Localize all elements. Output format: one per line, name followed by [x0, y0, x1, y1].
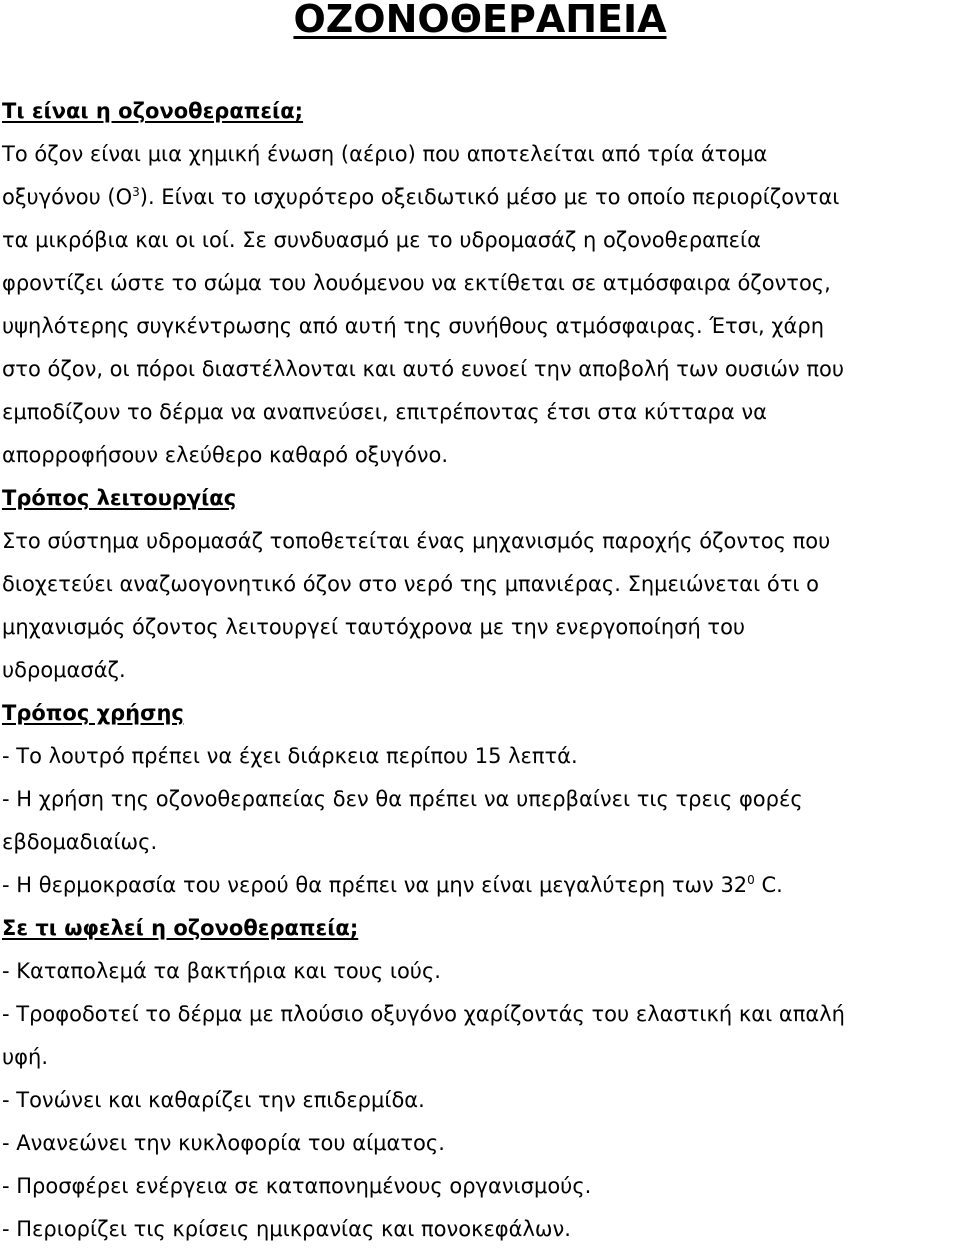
paragraph-line: Το όζον είναι μια χημική ένωση (αέριο) που αποτελείται από τρία άτομα: [2, 142, 768, 166]
list-item-continuation: εβδομαδιαίως.: [2, 830, 158, 854]
section-heading-benefits: Σε τι ωφελεί η οζονοθεραπεία;: [2, 916, 359, 940]
list-item-part: - Η θερμοκρασία του νερού θα πρέπει να μην είναι μεγαλύτερη των 32: [2, 873, 748, 897]
section-heading-what-is: Τι είναι η οζονοθεραπεία;: [2, 99, 304, 123]
paragraph-line: εμποδίζουν το δέρμα να αναπνεύσει, επιτρέποντας έτσι στα κύτταρα να: [2, 400, 767, 424]
document-body: [2, 90, 958, 1251]
paragraph-line: υδρομασάζ.: [2, 658, 126, 682]
paragraph-line: στο όζον, οι πόροι διαστέλλονται και αυτό ευνοεί την αποβολή των ουσιών που: [2, 357, 844, 381]
document-title-text: ΟΖΟΝΟΘΕΡΑΠΕΙΑ: [293, 0, 667, 41]
paragraph-line: διοχετεύει αναζωογονητικό όζον στο νερό της μπανιέρας. Σημειώνεται ότι ο: [2, 572, 820, 596]
paragraph-line-part: οξυγόνου (Ο: [2, 185, 133, 209]
list-item: [2, 864, 958, 907]
document-title: [0, 0, 960, 41]
list-item: - Το λουτρό πρέπει να έχει διάρκεια περίπου 15 λεπτά.: [2, 744, 578, 768]
list-item: - Καταπολεμά τα βακτήρια και τους ιούς.: [2, 959, 441, 983]
paragraph-line: υψηλότερης συγκέντρωσης από αυτή της συνήθους ατμόσφαιρας. Έτσι, χάρη: [2, 314, 825, 338]
paragraph-line: μηχανισμός όζοντος λειτουργεί ταυτόχρονα με την ενεργοποίησή του: [2, 615, 746, 639]
list-item: - Ανανεώνει την κυκλοφορία του αίματος.: [2, 1131, 445, 1155]
paragraph-line: [2, 176, 958, 219]
oxygen-subscript: 3: [132, 185, 140, 199]
paragraph-line: απορροφήσουν ελεύθερο καθαρό οξυγόνο.: [2, 443, 449, 467]
paragraph-line: Στο σύστημα υδρομασάζ τοποθετείται ένας μηχανισμός παροχής όζοντος που: [2, 529, 831, 553]
list-item: - Περιορίζει τις κρίσεις ημικρανίας και πονοκεφάλων.: [2, 1217, 571, 1241]
list-item: - Η χρήση της οζονοθεραπείας δεν θα πρέπει να υπερβαίνει τις τρεις φορές: [2, 787, 803, 811]
paragraph-line: τα μικρόβια και οι ιοί. Σε συνδυασμό με το υδρομασάζ η οζονοθεραπεία: [2, 228, 761, 252]
degree-superscript: 0: [747, 873, 755, 887]
list-item-continuation: υφή.: [2, 1045, 48, 1069]
list-item: - Τονώνει και καθαρίζει την επιδερμίδα.: [2, 1088, 425, 1112]
section-heading-operation: Τρόπος λειτουργίας: [2, 486, 237, 510]
section-heading-usage: Τρόπος χρήσης: [2, 701, 184, 725]
paragraph-line: φροντίζει ώστε το σώμα του λουόμενου να εκτίθεται σε ατμόσφαιρα όζοντος,: [2, 271, 831, 295]
list-item-part: C.: [754, 873, 783, 897]
paragraph-line-part: ). Είναι το ισχυρότερο οξειδωτικό μέσο με το οποίο περιορίζονται: [139, 185, 840, 209]
list-item: - Τροφοδοτεί το δέρμα με πλούσιο οξυγόνο χαρίζοντάς του ελαστική και απαλή: [2, 1002, 845, 1026]
list-item: - Προσφέρει ενέργεια σε καταπονημένους οργανισμούς.: [2, 1174, 592, 1198]
